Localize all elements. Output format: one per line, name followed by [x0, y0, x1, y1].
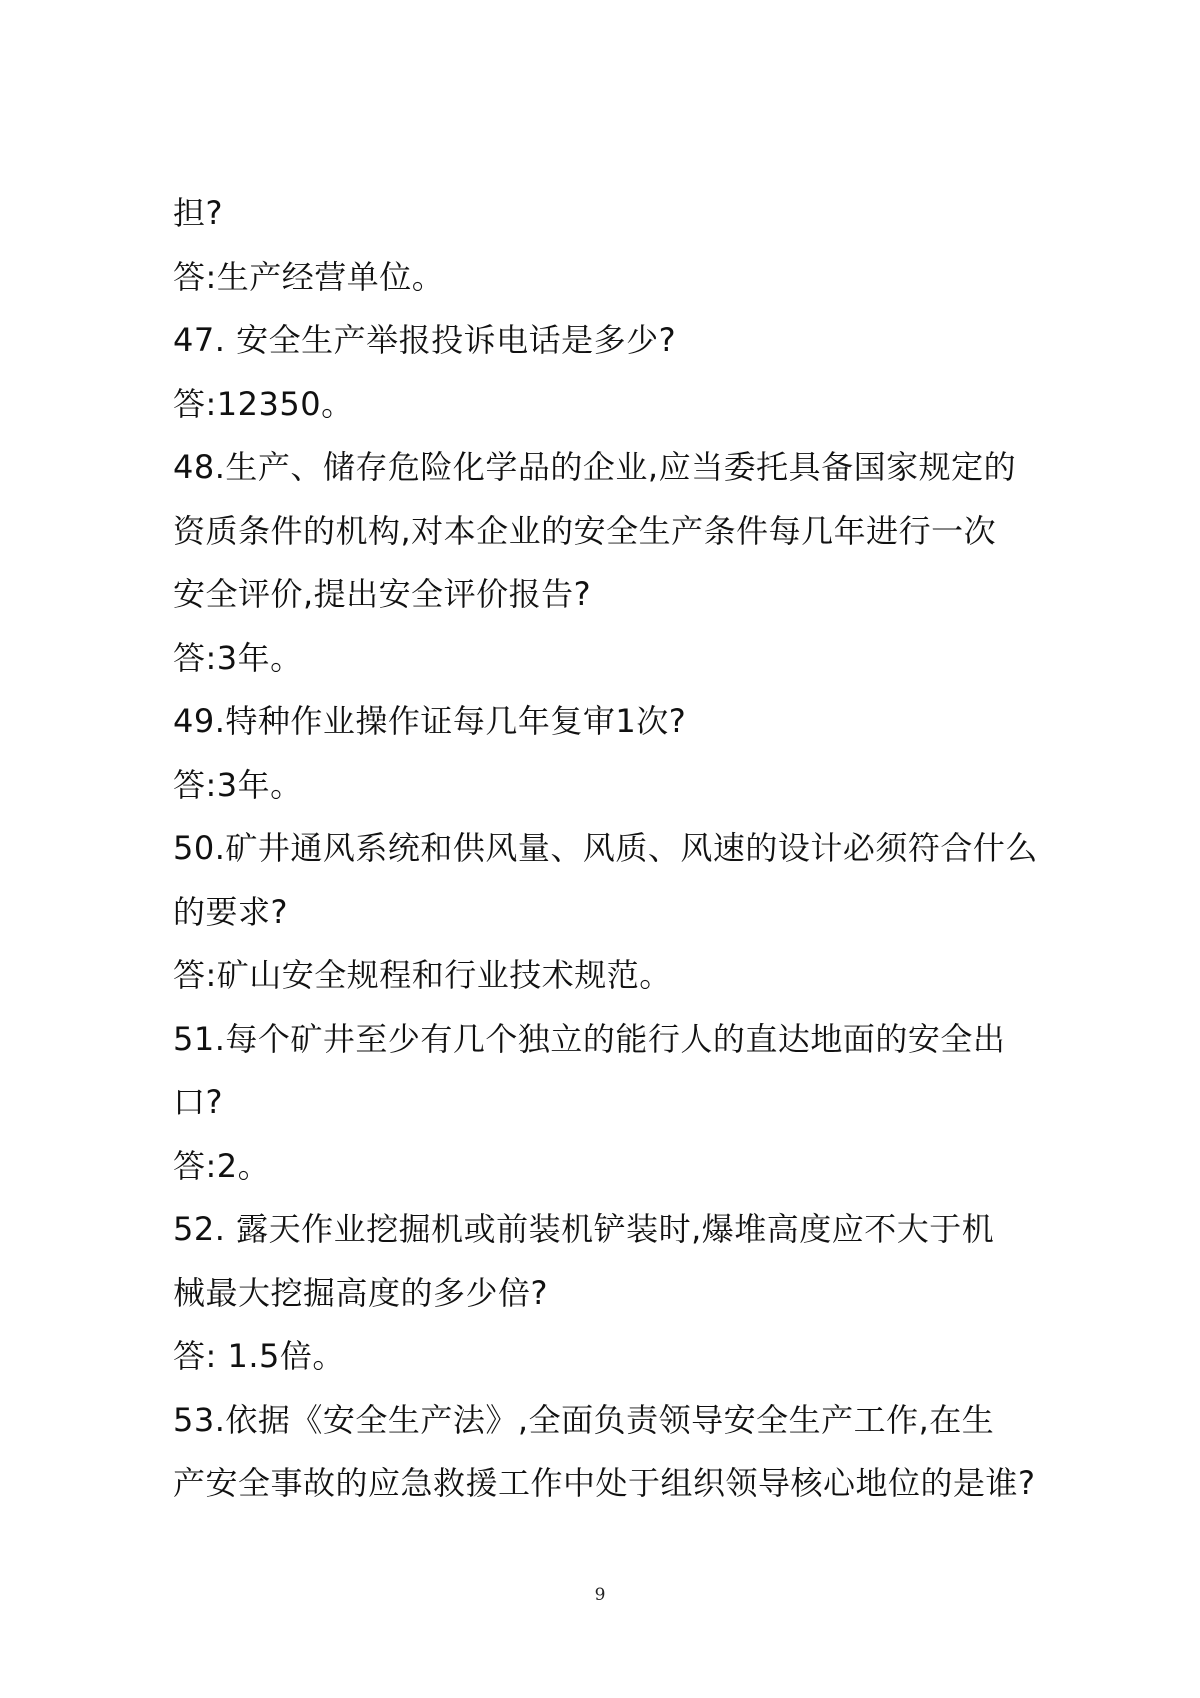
page-number: 9: [594, 1585, 606, 1605]
question-line: 51.每个矿井至少有几个独立的能行人的直达地面的安全出: [173, 1019, 1006, 1058]
question-line: 49.特种作业操作证每几年复审1次?: [173, 702, 687, 740]
question-line: 安全评价,提出安全评价报告?: [173, 575, 592, 613]
answer-line: 答:3年。: [173, 638, 303, 677]
question-line: 资质条件的机构,对本企业的安全生产条件每几年进行一次: [173, 511, 997, 550]
text-line: 担?: [173, 194, 223, 232]
question-line: 械最大挖掘高度的多少倍?: [173, 1273, 548, 1312]
answer-line: 答:3年。: [173, 765, 303, 804]
question-line: 50.矿井通风系统和供风量、风质、风速的设计必须符合什么: [173, 829, 1038, 867]
document-body: [173, 182, 1053, 1516]
answer-line: 答:12350。: [173, 384, 354, 423]
answer-line: 答:矿山安全规程和行业技术规范。: [173, 956, 672, 994]
question-line: 53.依据《安全生产法》,全面负责领导安全生产工作,在生: [173, 1400, 995, 1439]
question-line: 的要求?: [173, 892, 288, 931]
question-line: 47. 安全生产举报投诉电话是多少?: [173, 321, 677, 359]
question-line: 52. 露天作业挖掘机或前装机铲装时,爆堆高度应不大于机: [173, 1210, 995, 1248]
answer-line: 答:生产经营单位。: [173, 257, 445, 296]
question-line: 口?: [173, 1083, 223, 1121]
question-line: 产安全事故的应急救援工作中处于组织领导核心地位的是谁?: [173, 1464, 1036, 1502]
answer-line: 答: 1.5倍。: [173, 1337, 345, 1375]
question-line: 48.生产、储存危险化学品的企业,应当委托具备国家规定的: [173, 448, 1017, 486]
answer-line: 答:2。: [173, 1146, 271, 1185]
